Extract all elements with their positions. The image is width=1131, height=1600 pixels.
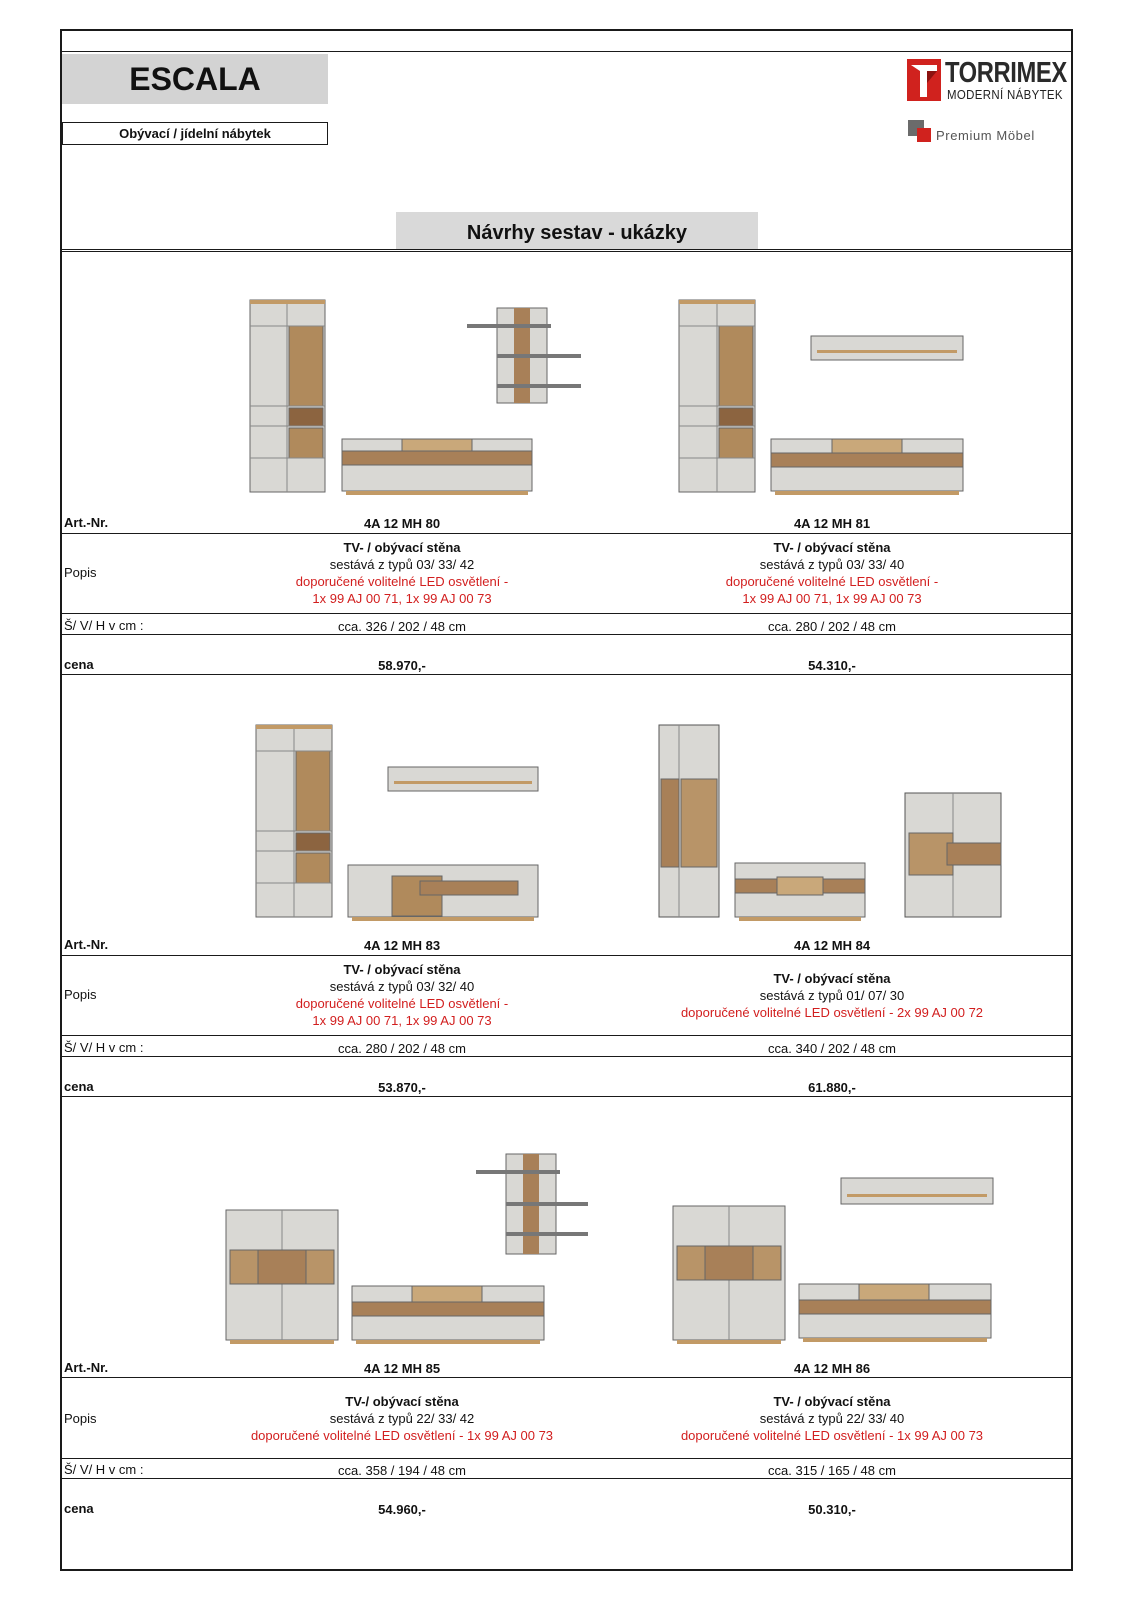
row-rule (62, 533, 1071, 534)
price-value-text: 54.310,- (808, 658, 856, 673)
block-rule (62, 1096, 1071, 1097)
category-subtitle: Obývací / jídelní nábytek (62, 122, 328, 145)
premium-mobel-logo (908, 120, 1048, 146)
dims-value: cca. 358 / 194 / 48 cm (338, 1463, 466, 1478)
desc-led-codes: 1x 99 AJ 00 71, 1x 99 AJ 00 73 (312, 1013, 492, 1028)
section-title: Návrhy sestav - ukázky (396, 212, 758, 250)
desc-led: doporučené volitelné LED osvětlení - 1x 99 AJ 00 73 (250, 1428, 554, 1443)
furniture-drawing-mh83 (252, 721, 552, 926)
art-nr-label: Art.-Nr. (64, 515, 109, 530)
art-nr-value (202, 937, 602, 954)
catalog-page-frame (60, 29, 1073, 1571)
collection-title: ESCALA (62, 54, 328, 104)
desc-led-codes: 1x 99 AJ 00 71, 1x 99 AJ 00 73 (312, 591, 492, 606)
desc-title: TV- / obývací stěna (773, 971, 891, 986)
art-nr-value-text: 4A 12 MH 81 (793, 516, 871, 531)
art-nr-value (632, 1360, 1032, 1377)
desc-led: doporučené volitelné LED osvětlení - 1x 99 AJ 00 73 (680, 1428, 984, 1443)
top-rule (62, 51, 1071, 52)
desc-led: doporučené volitelné LED osvětlení - (295, 574, 509, 589)
furniture-drawing-mh80 (242, 296, 582, 501)
desc-title: TV- / obývací stěna (343, 962, 461, 977)
row-rule (62, 1458, 1071, 1459)
product-description (632, 1393, 1032, 1444)
row-rule (62, 1478, 1071, 1479)
art-nr-label: Art.-Nr. (64, 1360, 109, 1375)
art-nr-value (202, 515, 602, 532)
price-value (632, 1079, 1032, 1096)
dims-label: Š/ V/ H v cm : (64, 1462, 144, 1477)
price-value-text: 50.310,- (808, 1502, 856, 1517)
dims-value: cca. 280 / 202 / 48 cm (338, 1041, 466, 1056)
price-value (632, 657, 1032, 674)
product-description (632, 539, 1032, 607)
furniture-drawing-mh84 (657, 721, 1007, 926)
art-nr-value-text: 4A 12 MH 85 (363, 1361, 441, 1376)
dims-value: cca. 280 / 202 / 48 cm (768, 619, 896, 634)
section-double-rule (62, 249, 1071, 252)
desc-types: sestává z typů 22/ 33/ 40 (759, 1411, 905, 1426)
row-rule (62, 613, 1071, 614)
row-rule (62, 1377, 1071, 1378)
price-value (202, 657, 602, 674)
art-nr-value-text: 4A 12 MH 84 (793, 938, 871, 953)
desc-title: TV- / obývací stěna (773, 1394, 891, 1409)
furniture-drawing-mh86 (667, 1146, 1007, 1351)
desc-types: sestává z typů 01/ 07/ 30 (759, 988, 905, 1003)
desc-title: TV-/ obývací stěna (345, 1394, 459, 1409)
desc-types: sestává z typů 03/ 32/ 40 (329, 979, 475, 994)
row-rule (62, 955, 1071, 956)
dims-label: Š/ V/ H v cm : (64, 1040, 144, 1055)
price-label: cena (64, 657, 94, 672)
desc-types: sestává z typů 03/ 33/ 42 (329, 557, 475, 572)
dims-value: cca. 340 / 202 / 48 cm (768, 1041, 896, 1056)
popis-label: Popis (64, 565, 97, 580)
brand-name: TORRIMEX (945, 57, 1067, 89)
torrimex-logo (907, 59, 1067, 103)
premium-square-red-icon (917, 128, 931, 142)
price-value-text: 54.960,- (378, 1502, 426, 1517)
price-label: cena (64, 1501, 94, 1516)
desc-title: TV- / obývací stěna (773, 540, 891, 555)
price-value-text: 53.870,- (378, 1080, 426, 1095)
premium-label: Premium Möbel (936, 128, 1035, 143)
price-value-text: 61.880,- (808, 1080, 856, 1095)
block-rule (62, 674, 1071, 675)
price-label: cena (64, 1079, 94, 1094)
desc-led: doporučené volitelné LED osvětlení - 2x 99 AJ 00 72 (680, 1005, 984, 1020)
price-value (202, 1501, 602, 1518)
dims-value: cca. 326 / 202 / 48 cm (338, 619, 466, 634)
furniture-drawing-mh81 (677, 296, 977, 501)
art-nr-value-text: 4A 12 MH 83 (363, 938, 441, 953)
price-value (202, 1079, 602, 1096)
torrimex-logo-icon (907, 59, 941, 101)
dims-label: Š/ V/ H v cm : (64, 618, 144, 633)
product-description (202, 539, 602, 607)
dims-value: cca. 315 / 165 / 48 cm (768, 1463, 896, 1478)
product-description (202, 961, 602, 1029)
price-value (632, 1501, 1032, 1518)
row-rule (62, 1056, 1071, 1057)
art-nr-value (632, 515, 1032, 532)
popis-label: Popis (64, 1411, 97, 1426)
desc-led: doporučené volitelné LED osvětlení - (725, 574, 939, 589)
art-nr-value (632, 937, 1032, 954)
desc-led-codes: 1x 99 AJ 00 71, 1x 99 AJ 00 73 (742, 591, 922, 606)
art-nr-value-text: 4A 12 MH 80 (363, 516, 441, 531)
desc-types: sestává z typů 22/ 33/ 42 (329, 1411, 475, 1426)
desc-types: sestává z typů 03/ 33/ 40 (759, 557, 905, 572)
art-nr-label: Art.-Nr. (64, 937, 109, 952)
row-rule (62, 634, 1071, 635)
price-value-text: 58.970,- (378, 658, 426, 673)
art-nr-value (202, 1360, 602, 1377)
desc-title: TV- / obývací stěna (343, 540, 461, 555)
desc-led: doporučené volitelné LED osvětlení - (295, 996, 509, 1011)
furniture-drawing-mh85 (222, 1146, 602, 1351)
product-description (202, 1393, 602, 1444)
product-description (632, 970, 1032, 1021)
row-rule (62, 1035, 1071, 1036)
popis-label: Popis (64, 987, 97, 1002)
brand-tagline: MODERNÍ NÁBYTEK (947, 87, 1063, 102)
art-nr-value-text: 4A 12 MH 86 (793, 1361, 871, 1376)
